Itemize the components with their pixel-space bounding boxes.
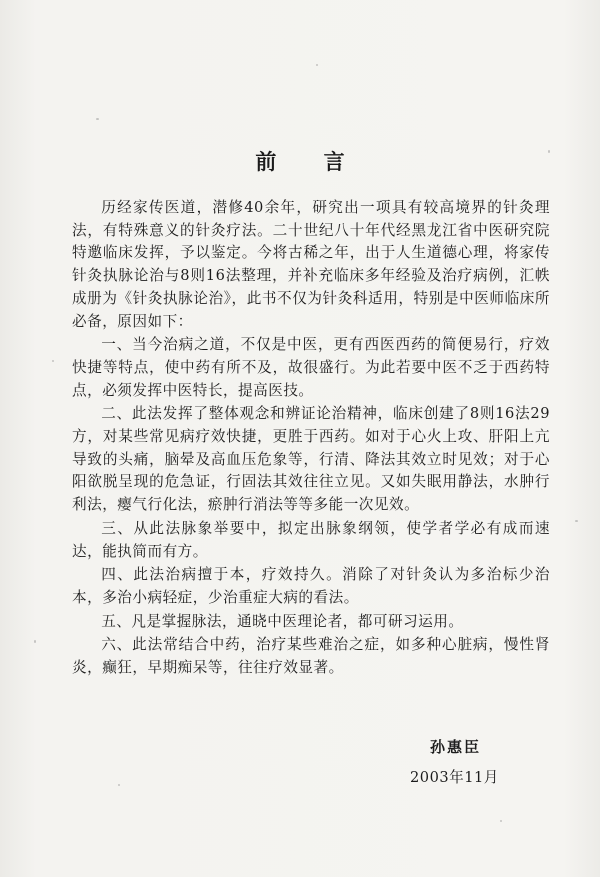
scan-speck — [118, 784, 120, 786]
preface-body — [72, 197, 550, 680]
page-title: 前 言 — [255, 150, 365, 174]
paragraph-intro: 历经家传医道，潜修40余年，研究出一项具有较高境界的针灸理法，有特殊意义的针灸疗法。二十世纪八十年代经黑龙江省中医研究院特邀临床发挥，予以鉴定。今将古稀之年，出于人生道德心理，将家传针灸执脉论治与8则16法整理，并补充临床多年经验及治疗病例，汇帙成册为《针灸执脉论治》，此书不仅为针灸科适用，特别是中医师临床所必备，原因如下： — [72, 199, 550, 330]
paragraph-reason-1: 一、当今治病之道，不仅是中医，更有西医西药的简便易行，疗效快捷等特点，使中药有所不及，故很盛行。为此若要中医不乏于西药特点，必须发挥中医特长，提高医技。 — [72, 336, 550, 399]
paragraph-reason-5: 五、凡是掌握脉法，通晓中医理论者，都可研习运用。 — [101, 612, 464, 630]
scan-speck — [96, 118, 99, 120]
paragraph-reason-4: 四、此法治病擅于本，疗效持久。消除了对针灸认为多治标少治本，多治小病轻症，少治重症大病的看法。 — [72, 566, 550, 606]
paragraph-reason-3: 三、从此法脉象举要中，拟定出脉象纲领，使学者学必有成而速达，能执简而有方。 — [72, 519, 550, 560]
paragraph-reason-2: 二、此法发挥了整体观念和辨证论治精神，临床创建了8则16法29方，对某些常见病疗效快捷，更胜于西药。如对于心火上攻、肝阳上亢导致的头痛，脑晕及高血压危象等，行清、降法其效立时见效；对于心阳欲脱呈现的危急证，行固法其效往往立见。又如失眠用静法，水肿行利法，瘿气行化法，瘀肿行消法等等多能一次见效。 — [72, 405, 550, 514]
scan-speck — [34, 640, 36, 643]
author-name: 孙惠臣 — [430, 738, 482, 756]
signature-date: 2003年11月 — [410, 769, 499, 786]
scan-speck — [500, 820, 502, 822]
scan-speck — [52, 360, 54, 362]
scan-speck — [575, 520, 578, 522]
scan-speck — [316, 64, 318, 66]
paragraph-reason-6: 六、此法常结合中药，治疗某些难治之症，如多种心脏病，慢性肾炎，癫狂，早期痴呆等，往往疗效显著。 — [72, 636, 550, 677]
